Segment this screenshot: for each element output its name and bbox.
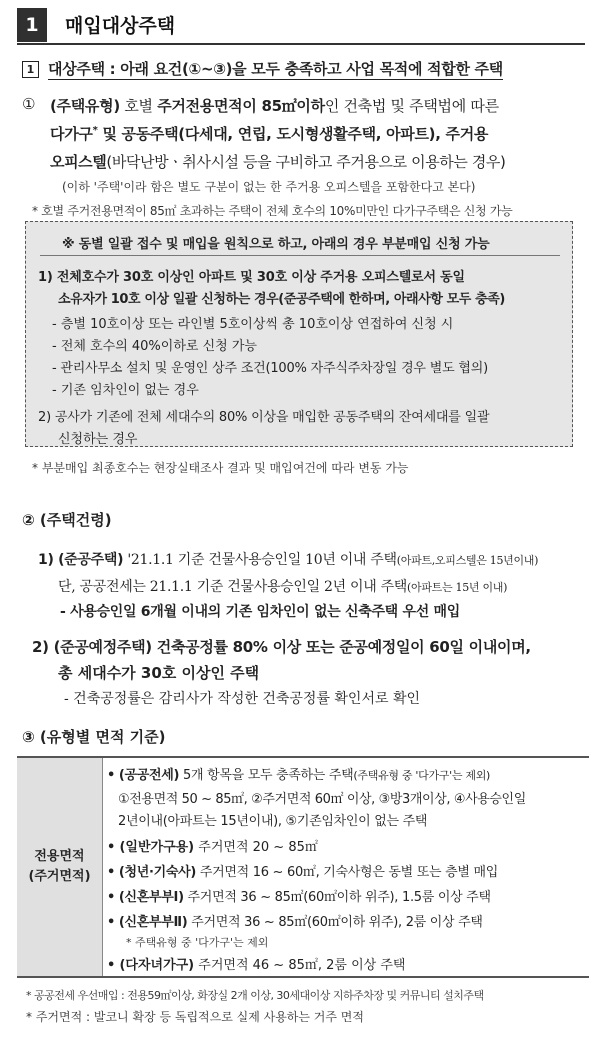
row-newlywed-1-label: (신혼부부Ⅰ): [118, 890, 184, 905]
section-divider: [17, 43, 585, 45]
area-head-line-1: 전용면적: [34, 849, 85, 864]
box-cond-4: - 기존 임차인이 없는 경우: [52, 383, 199, 398]
row-multichild-text: 주거면적 46 ~ 85㎡, 2룸 이상 주택: [194, 958, 406, 973]
row-general-label: (일반가구용): [119, 840, 195, 855]
row-bullet: •: [107, 915, 116, 930]
area-row-public-l2: ①전용면적 50 ~ 85㎡, ②주거면적 60㎡ 이상, ③방3개이상, ④사용승인일: [118, 792, 526, 807]
type-marker: ①: [22, 95, 36, 113]
age-l1-text: '21.1.1 기준 건물사용승인일 10년 이내 주택: [123, 552, 397, 568]
age-l2-small: (아파트는 15년 이내): [407, 581, 508, 594]
type-officetel: 오피스텔: [50, 153, 107, 171]
item-number-box: 1: [22, 61, 39, 78]
item-title: [48, 58, 503, 79]
type-l3-b: (바닥난방ㆍ취사시설 등을 구비하고 주거용으로 이용하는 경우): [106, 153, 506, 171]
row-bullet: •: [107, 865, 116, 880]
type-l2-b: 및 공동주택(다세대, 연립, 도시형생활주택, 아파트), 주거용: [97, 125, 489, 143]
box-p1-line-2: 소유자가 10호 이상 일괄 신청하는 경우(준공주택에 한하며, 아래사항 모두 충족): [58, 292, 505, 307]
row-bullet: •: [107, 890, 116, 905]
row-newlywed-2-label: (신혼부부Ⅱ): [118, 915, 188, 930]
age-line-1: [38, 549, 538, 569]
row-bullet: •: [107, 840, 116, 855]
section-number: 1: [17, 8, 47, 42]
box-p2-line-1: 2) 공사가 기존에 전체 세대수의 80% 이상을 매입한 공동주택의 잔여세대를 일괄: [38, 410, 490, 425]
type-line-1: [50, 95, 499, 116]
box-title-rule: [40, 255, 560, 256]
type-line-2: [50, 123, 488, 144]
age-l2-text: 단, 공공전세는 21.1.1 기준 건물사용승인일 2년 이내 주택: [58, 579, 408, 595]
age-b-line-2: 총 세대수가 30호 이상인 주택: [58, 664, 260, 682]
footnote-living-area: * 주거면적 : 발코니 확장 등 독립적으로 실제 사용하는 거주 면적: [26, 1010, 364, 1024]
row-newlywed-2-text: 주거면적 36 ~ 85㎡(60㎡이하 위주), 2룸 이상 주택: [187, 915, 483, 930]
box-title: ※ 동별 일괄 접수 및 매입을 원칙으로 하고, 아래의 경우 부분매입 신청 가능: [62, 237, 490, 252]
row-public-label: (공공전세): [118, 768, 180, 783]
age-line-2: [58, 576, 507, 596]
box-cond-1: - 층별 10호이상 또는 라인별 5호이상씩 총 10호이상 연접하여 신청 시: [52, 317, 454, 332]
area-head-line-2: (주거면적): [28, 869, 91, 884]
row-public-small: (주택유형 중 '다가구'는 제외): [353, 769, 491, 782]
partial-note: * 부분매입 최종호수는 현장실태조사 결과 및 매입여건에 따라 변동 가능: [32, 461, 409, 475]
footnote-public: * 공공전세 우선매입 : 전용59㎡이상, 화장실 2개 이상, 30세대이상 지하주차장 및 커뮤니티 설치주택: [26, 989, 484, 1002]
age-line-3: - 사용승인일 6개월 이내의 기존 임차인이 없는 신축주택 우선 매입: [60, 604, 460, 620]
age-l1-small: (아파트,오피스텔은 15년이내): [396, 554, 539, 567]
area-row-public: [107, 764, 490, 783]
type-note: * 호별 주거전용면적이 85㎡ 초과하는 주택이 전체 호수의 10%미만인 다가구주택은 신청 가능: [32, 204, 513, 218]
row-public-text: 5개 항목을 모두 충족하는 주택: [179, 768, 354, 783]
area-table-header: [17, 758, 103, 976]
area-row-newlywed-1: [107, 886, 491, 905]
row-multichild-label: (다자녀가구): [119, 958, 195, 973]
box-p1-line-1: 1) 전체호수가 30호 이상인 아파트 및 30호 이상 주거용 오피스텔로서 동일: [38, 270, 465, 285]
type-line-4: (이하 '주택'이라 함은 별도 구분이 없는 한 주거용 오피스텔을 포함한다고 본다): [62, 180, 476, 194]
area-heading: ③ (유형별 면적 기준): [22, 728, 166, 746]
age-b-line-1: 2) (준공예정주택) 건축공정률 80% 이상 또는 준공예정일이 60일 이내이며,: [32, 638, 531, 656]
row-bullet: •: [107, 768, 116, 783]
area-row-public-l3: 2년이내(아파트는 15년이내), ⑤기존임차인이 없는 주택: [118, 814, 428, 829]
row-youth-label: (청년·기숙사): [118, 865, 197, 880]
box-cond-2: - 전체 호수의 40%이하로 신청 가능: [52, 339, 257, 354]
type-dagagu-sup: *: [92, 125, 98, 136]
type-area-limit: 주거전용면적이 85㎡이하: [157, 97, 325, 115]
row-newlywed-1-text: 주거면적 36 ~ 85㎡(60㎡이하 위주), 1.5룸 이상 주택: [183, 890, 491, 905]
age-b-line-3: - 건축공정률은 감리사가 작성한 건축공정률 확인서로 확인: [64, 691, 421, 707]
row-general-text: 주거면적 20 ~ 85㎡: [194, 840, 318, 855]
item-title-text: 대상주택 : 아래 요건(①~③)을 모두 충족하고 사업 목적에 적합한 주택: [48, 60, 503, 78]
box-p2-line-2: 신청하는 경우: [58, 432, 138, 447]
area-row-newlywed-2-note: * 주택유형 중 '다가구'는 제외: [126, 936, 269, 949]
age-completed-label: 1) (준공주택): [38, 552, 124, 568]
row-bullet: •: [107, 958, 116, 973]
type-dagagu: 다가구: [50, 125, 93, 143]
row-youth-text: 주거면적 16 ~ 60㎡, 기숙사형은 동별 또는 층별 매입: [196, 865, 498, 880]
area-row-newlywed-2: [107, 911, 483, 930]
age-heading: ② (주택건령): [22, 511, 112, 529]
box-cond-3: - 관리사무소 설치 및 운영인 상주 조건(100% 자주식주차장일 경우 별도 협의): [52, 361, 488, 376]
type-label: (주택유형): [50, 97, 120, 115]
type-line-3: [50, 151, 505, 172]
type-l1-a: 호별: [119, 97, 158, 115]
type-l1-c: 인 건축법 및 주택법에 따른: [324, 97, 499, 115]
area-row-general: [107, 836, 318, 855]
area-row-multichild: [107, 954, 405, 973]
section-title: 매입대상주택: [65, 15, 176, 37]
area-row-youth: [107, 861, 498, 880]
